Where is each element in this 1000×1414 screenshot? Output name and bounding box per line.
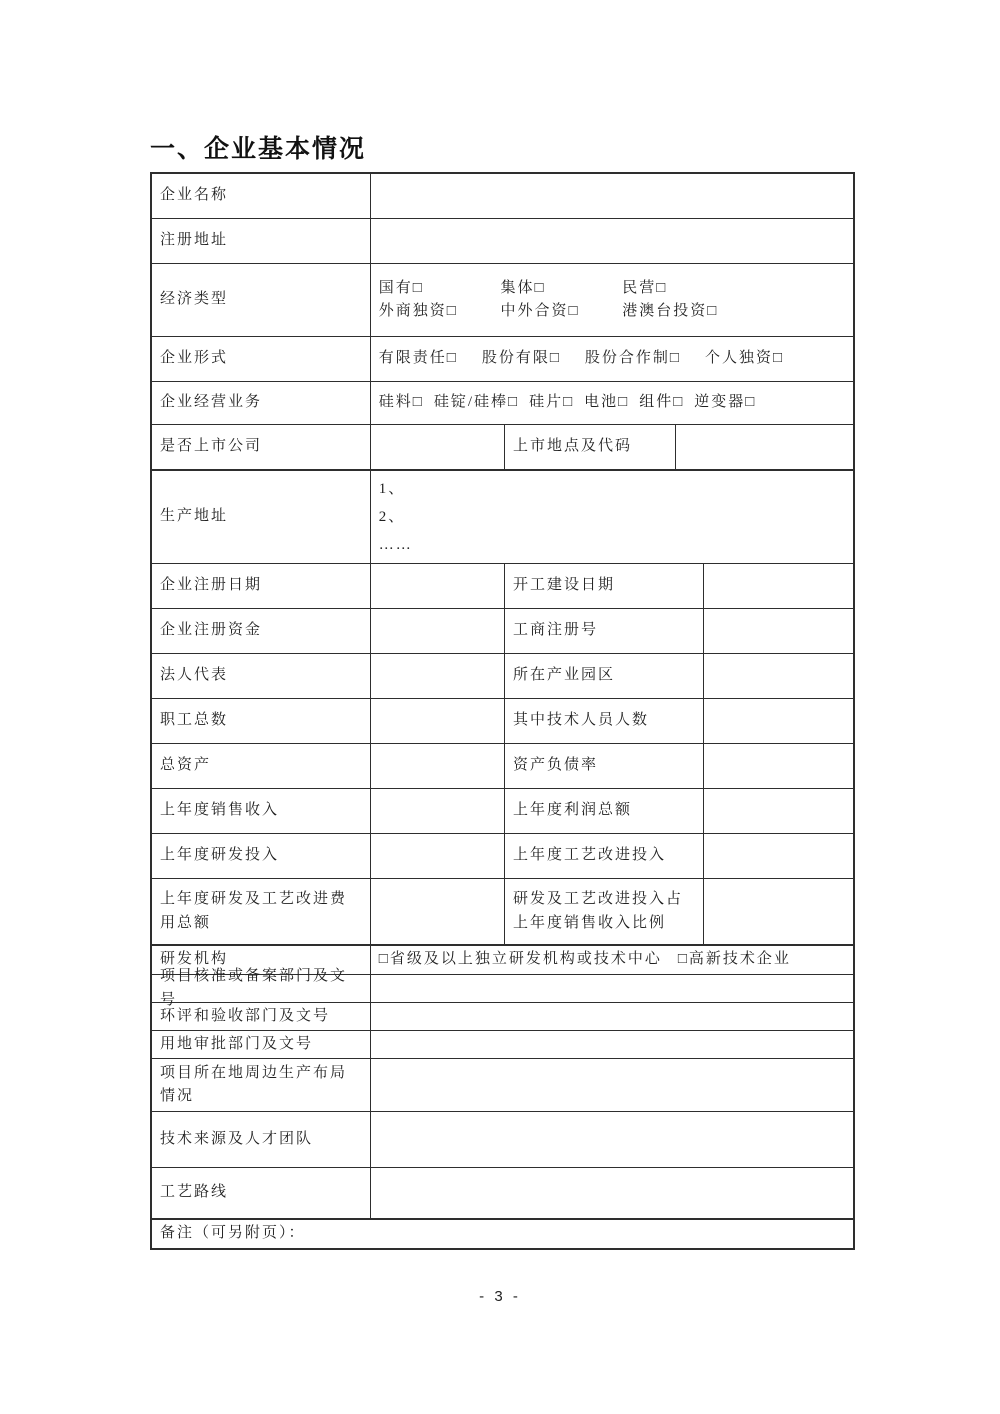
process-route-value-cell <box>371 1168 853 1218</box>
checkbox-option-provincial-rnd-center: □省级及以上独立研发机构或技术中心 <box>378 951 662 968</box>
checkbox-option-cell: 电池□ <box>584 394 630 411</box>
construction-start-date-label: 开工建设日期 <box>505 564 704 608</box>
economic-type-options-line1 <box>379 277 668 300</box>
checkbox-option-joint-venture: 中外合资□ <box>500 303 580 319</box>
checkbox-option-high-tech-enterprise: □高新技术企业 <box>677 951 791 968</box>
rnd-institution-options-cell <box>371 946 853 974</box>
industrial-park-label: 所在产业园区 <box>505 654 704 698</box>
business-scope-label: 企业经营业务 <box>152 382 371 424</box>
listed-company-label: 是否上市公司 <box>152 425 371 469</box>
surrounding-production-layout-value-cell <box>371 1059 853 1111</box>
remarks-label: 备注（可另附页）： <box>160 1225 306 1242</box>
process-route-label: 工艺路线 <box>152 1168 371 1218</box>
row-surrounding-production-layout <box>152 1059 853 1112</box>
economic-type-options-line2 <box>379 300 719 323</box>
listing-place-code-label: 上市地点及代码 <box>505 425 676 469</box>
checkbox-option-sole-proprietorship: 个人独资□ <box>704 350 785 367</box>
row-environmental-approval-doc <box>152 1003 853 1031</box>
page-number: - 3 - <box>479 1288 521 1305</box>
legal-representative-value-cell <box>371 654 505 698</box>
checkbox-option-silicon-wafer: 硅片□ <box>529 394 575 411</box>
row-last-year-rnd-investment <box>152 834 853 879</box>
last-year-rnd-investment-label: 上年度研发投入 <box>152 834 371 878</box>
checkbox-option-private: 民营□ <box>622 279 668 296</box>
business-registration-number-label: 工商注册号 <box>505 609 704 653</box>
enterprise-form-options-cell <box>371 337 853 381</box>
registered-address-value-cell <box>371 219 853 263</box>
industrial-park-value-cell <box>704 654 853 698</box>
total-employees-value-cell <box>371 699 505 743</box>
row-land-approval-doc <box>152 1031 853 1059</box>
checkbox-option-collective: 集体□ <box>500 279 546 296</box>
listing-place-code-value-cell <box>676 425 853 469</box>
last-year-process-improvement-label: 上年度工艺改进投入 <box>505 834 704 878</box>
row-rnd-total-expense <box>152 879 853 946</box>
registered-capital-label: 企业注册资金 <box>152 609 371 653</box>
debt-ratio-value-cell <box>704 744 853 788</box>
checkbox-option-joint-stock: 股份有限□ <box>481 350 561 367</box>
last-year-profit-value-cell <box>704 789 853 833</box>
last-year-process-improvement-value-cell <box>704 834 853 878</box>
business-registration-number-value-cell <box>704 609 853 653</box>
row-total-assets <box>152 744 853 789</box>
checkbox-option-silicon-material: 硅料□ <box>378 394 424 411</box>
enterprise-basic-info-table <box>150 172 855 1250</box>
row-registered-capital <box>152 609 853 654</box>
row-enterprise-name <box>152 174 853 219</box>
registered-address-label: 注册地址 <box>152 219 371 263</box>
row-business-scope <box>152 382 853 425</box>
rnd-institution-label: 研发机构 <box>152 946 371 974</box>
debt-ratio-label: 资产负债率 <box>505 744 704 788</box>
technology-source-team-value-cell <box>371 1112 853 1167</box>
rnd-total-expense-label: 上年度研发及工艺改进费用总额 <box>152 879 371 944</box>
checkbox-option-hk-macao-taiwan: 港澳台投资□ <box>622 303 719 319</box>
rnd-total-expense-value-cell <box>371 879 505 944</box>
checkbox-option-silicon-ingot-rod: 硅锭/硅棒□ <box>433 394 520 411</box>
section-title: 一、企业基本情况 <box>150 135 367 163</box>
total-assets-value-cell <box>371 744 505 788</box>
last-year-sales-label: 上年度销售收入 <box>152 789 371 833</box>
row-registered-address <box>152 219 853 264</box>
registered-capital-value-cell <box>371 609 505 653</box>
land-approval-doc-value-cell <box>371 1031 853 1058</box>
economic-type-label: 经济类型 <box>152 264 371 336</box>
project-approval-doc-value-cell <box>371 975 853 1002</box>
land-approval-doc-label: 用地审批部门及文号 <box>152 1031 371 1058</box>
enterprise-name-value-cell <box>371 174 853 218</box>
legal-representative-label: 法人代表 <box>152 654 371 698</box>
row-economic-type <box>152 264 853 337</box>
row-project-approval-doc <box>152 968 853 1008</box>
environmental-approval-doc-value-cell <box>371 1003 853 1030</box>
production-address-label: 生产地址 <box>152 471 371 563</box>
rnd-ratio-of-sales-value-cell <box>704 879 853 944</box>
enterprise-name-label: 企业名称 <box>152 174 371 218</box>
registration-date-value-cell <box>371 564 505 608</box>
checkbox-option-stock-cooperative: 股份合作制□ <box>584 350 681 367</box>
last-year-sales-value-cell <box>371 789 505 833</box>
rnd-ratio-of-sales-label: 研发及工艺改进投入占上年度销售收入比例 <box>505 879 704 944</box>
row-process-route <box>152 1168 853 1220</box>
environmental-approval-doc-label: 环评和验收部门及文号 <box>152 1003 371 1030</box>
row-technology-source-team <box>152 1112 853 1168</box>
checkbox-option-inverter: 逆变器□ <box>694 394 757 411</box>
row-registration-date <box>152 564 853 609</box>
construction-start-date-value-cell <box>704 564 853 608</box>
technology-source-team-label: 技术来源及人才团队 <box>152 1112 371 1167</box>
project-approval-doc-label: 项目核准或备案部门及文号 <box>152 975 371 1002</box>
row-legal-representative <box>152 654 853 699</box>
business-scope-options-cell <box>371 382 853 424</box>
checkbox-option-foreign-owned: 外商独资□ <box>378 303 458 319</box>
production-address-value-cell <box>371 471 853 563</box>
checkbox-option-module: 组件□ <box>639 394 685 411</box>
row-listed-company <box>152 425 853 471</box>
enterprise-form-label: 企业形式 <box>152 337 371 381</box>
last-year-rnd-investment-value-cell <box>371 834 505 878</box>
row-last-year-sales <box>152 789 853 834</box>
checkbox-option-limited-liability: 有限责任□ <box>378 350 458 367</box>
checkbox-option-state-owned: 国有□ <box>378 279 424 296</box>
registration-date-label: 企业注册日期 <box>152 564 371 608</box>
row-remarks <box>152 1220 853 1248</box>
total-employees-label: 职工总数 <box>152 699 371 743</box>
technical-staff-count-value-cell <box>704 699 853 743</box>
row-total-employees <box>152 699 853 744</box>
last-year-profit-label: 上年度利润总额 <box>505 789 704 833</box>
surrounding-production-layout-label: 项目所在地周边生产布局情况 <box>152 1059 371 1111</box>
row-enterprise-form <box>152 337 853 382</box>
production-address-line-2: 2、 <box>378 509 406 525</box>
row-production-address <box>152 471 853 564</box>
economic-type-options-cell <box>371 264 853 336</box>
production-address-line-1: 1、 <box>378 481 406 497</box>
technical-staff-count-label: 其中技术人员人数 <box>505 699 704 743</box>
total-assets-label: 总资产 <box>152 744 371 788</box>
listed-company-value-cell <box>371 425 505 469</box>
production-address-line-ellipsis: …… <box>378 537 413 553</box>
